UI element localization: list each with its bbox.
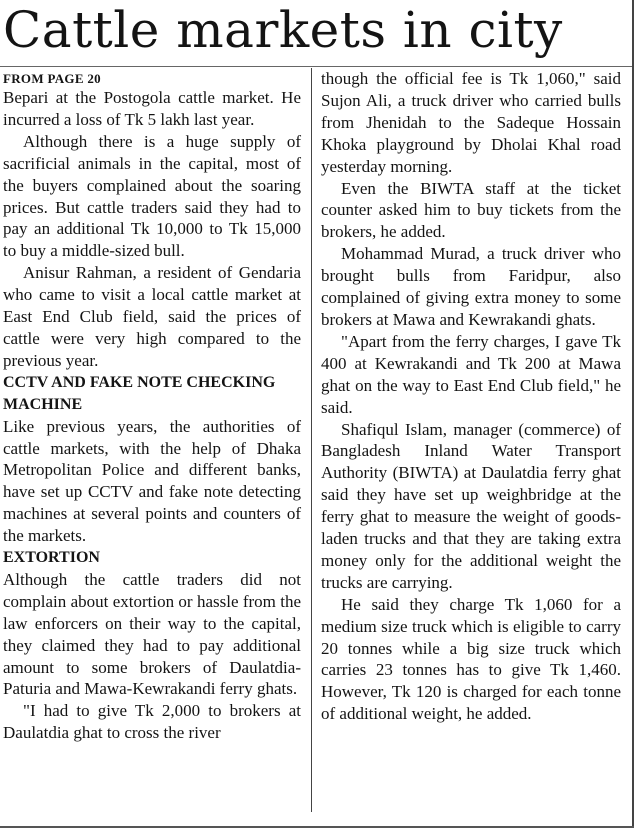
paragraph: Mohammad Murad, a truck driver who brought bulls from Faridpur, also complained of giving extra money to some brokers at Mawa and Kewrakandi ghats. [321, 244, 621, 329]
right-column [321, 68, 621, 725]
paragraph: Anisur Rahman, a resident of Gendaria who came to visit a local cattle market at East End Club field, said the prices of cattle were very high compared to the previous year. [3, 263, 301, 370]
paragraph: though the official fee is Tk 1,060," said Sujon Ali, a truck driver who carried bulls from Jhenidah to the Sadeque Hossain Khoka playground by Dholai Khal road yesterday morning. [321, 69, 621, 176]
column-divider [311, 68, 312, 812]
left-column [3, 70, 301, 744]
paragraph: He said they charge Tk 1,060 for a medium size truck which is eligible to carry 20 tonnes while a big size truck which carries 23 tonnes has to give Tk 1,460. However, Tk 120 is charged for each tonne of additional weight, he added. [321, 594, 621, 724]
paragraph: Although the cattle traders did not complain about extortion or hassle from the law enforcers on their way to the capital, they claimed they had to pay additional amount to some brokers of Daulatdia-Paturia and Mawa-Kewrakandi ferry ghats. [3, 569, 301, 699]
paragraph: Although there is a huge supply of sacrificial animals in the capital, most of the buyers complained about the soaring prices. But cattle traders said they had to pay an additional Tk 10,000 to Tk 15,000 to buy a middle-sized bull. [3, 131, 301, 261]
paragraph: "I had to give Tk 2,000 to brokers at Daulatdia ghat to cross the river [3, 701, 301, 743]
paragraph: Shafiqul Islam, manager (commerce) of Bangladesh Inland Water Transport Authority (BIWTA) at Daulatdia ferry ghat said they have set up weighbridge at the ferry ghat to measure the weight of goods-laden trucks and that they are taking extra money only for the additional weight the trucks are carrying. [321, 419, 621, 592]
subheading-cctv: CCTV AND FAKE NOTE CHECKING MACHINE [3, 373, 276, 413]
paragraph: Like previous years, the authorities of cattle markets, with the help of Dhaka Metropolitan Police and different banks, have set up CCTV and fake note detecting machines at several points and counters of the markets. [3, 416, 301, 546]
from-page-label: FROM PAGE 20 [3, 71, 101, 86]
headline: Cattle markets in city [3, 1, 563, 59]
subheading-extortion: EXTORTION [3, 549, 100, 567]
paragraph: Even the BIWTA staff at the ticket counter asked him to buy tickets from the brokers, he added. [321, 178, 621, 242]
paragraph: "Apart from the ferry charges, I gave Tk 400 at Kewrakandi and Tk 200 at Mawa ghat on the way to East End Club field," he said. [321, 331, 621, 417]
headline-rule [0, 66, 634, 67]
paragraph: Bepari at the Postogola cattle market. He incurred a loss of Tk 5 lakh last year. [3, 88, 301, 129]
